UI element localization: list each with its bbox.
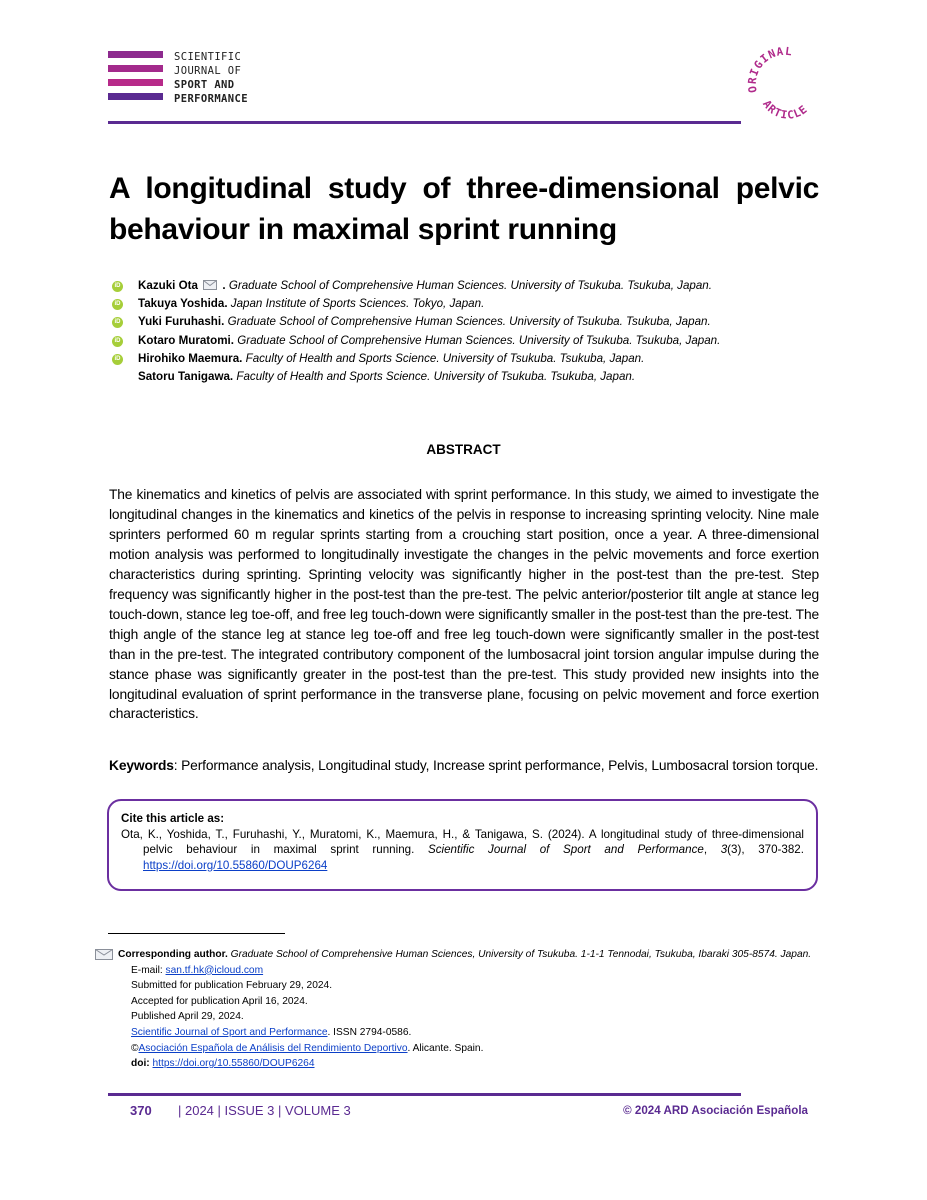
logo-line: SCIENTIFIC	[174, 51, 242, 63]
keywords-label: Keywords	[109, 758, 174, 773]
email-line	[93, 963, 821, 979]
citation-volume: 3	[720, 843, 728, 856]
logo-bar	[108, 79, 163, 86]
author-row	[112, 295, 812, 313]
envelope-icon[interactable]	[203, 280, 217, 290]
logo-bar	[108, 93, 163, 100]
copyright-symbol: ©	[131, 1042, 139, 1054]
author-row	[112, 350, 812, 368]
envelope-icon	[95, 949, 113, 960]
doi-line	[93, 1056, 821, 1072]
orcid-icon[interactable]: iD	[112, 354, 123, 365]
svg-text:ARTICLE	[760, 98, 810, 122]
cite-label: Cite this article as:	[121, 812, 225, 825]
accepted-date: Accepted for publication April 16, 2024.	[131, 995, 308, 1007]
author-name: Hirohiko Maemura.	[138, 351, 243, 365]
keywords	[109, 756, 819, 776]
svg-text:ORIGINAL	[746, 45, 794, 94]
footer-copyright: © 2024 ARD Asociación Española	[623, 1104, 808, 1117]
logo-text	[174, 50, 248, 106]
citation	[121, 827, 804, 874]
corresponding-label: Corresponding author.	[118, 949, 228, 960]
abstract-text: The kinematics and kinetics of pelvis are associated with sprint performance. In this study, we aimed to investigate the longitudinal changes in the kinematics and kinetics of the pelvis in response to increasing sprinting velocity. Nine male sprinters performed 60 m regular sprints starting from a crouching start position, once a year. A three-dimensional motion analysis was performed to longitudinally investigate the changes in the pelvic movements and force exertion characteristics during sprinting. Sprinting velocity was significantly higher in the post-test than the pre-test. Step frequency was significantly higher in the post-test than the pre-test. The pelvic anterior/posterior tilt angle at stance leg touch-down, stance leg toe-off, and free leg touch-down were significantly smaller in the post-test than the pre-test. The thigh angle of the stance leg at stance leg toe-off and free leg touch-down were significantly smaller in the post-test than in the pre-test. The integrated contributory component of the lumbosacral joint torsion angular impulse during the stance phase was significantly greater in the post-test than the pre-test. This study provided new insights into the longitudinal evaluation of sprint performance in the transverse plane, focusing on pelvic movement and force exertion characteristics.	[109, 487, 819, 722]
doi-label: doi:	[131, 1058, 150, 1070]
author-row	[112, 368, 812, 386]
logo-line: PERFORMANCE	[174, 93, 248, 105]
author-name: Kotaro Muratomi.	[138, 333, 234, 347]
citation-journal: Scientific Journal of Sport and Performance	[427, 843, 704, 856]
header-rule	[108, 121, 741, 124]
issn: . ISSN 2794-0586.	[327, 1026, 412, 1038]
logo-line: JOURNAL OF	[174, 65, 242, 77]
author-affiliation: Faculty of Health and Sports Science. University of Tsukuba. Tsukuba, Japan.	[245, 351, 645, 365]
orcid-icon[interactable]: iD	[112, 299, 123, 310]
issue-info: | 2024 | ISSUE 3 | VOLUME 3	[178, 1103, 351, 1118]
badge-top-text: ORIGINAL	[745, 44, 794, 94]
orcid-icon[interactable]: iD	[112, 317, 123, 328]
keywords-list: : Performance analysis, Longitudinal study, Increase sprint performance, Pelvis, Lumbosacral torsion torque.	[173, 758, 819, 773]
author-name: Kazuki Ota	[138, 279, 198, 292]
corresponding-author	[93, 947, 821, 963]
journal-link[interactable]: Scientific Journal of Sport and Performance	[131, 1026, 328, 1038]
author-affiliation: Faculty of Health and Sports Science. University of Tsukuba. Tsukuba, Japan.	[236, 369, 636, 383]
page-number: 370	[130, 1103, 152, 1118]
logo-bar	[108, 65, 163, 72]
author-name: Yuki Furuhashi.	[138, 315, 225, 329]
author-affiliation: Japan Institute of Sports Sciences. Tokyo, Japan.	[230, 297, 485, 311]
author-row	[112, 332, 812, 350]
author-name: Takuya Yoshida.	[138, 297, 228, 311]
submitted-date: Submitted for publication February 29, 2024.	[131, 980, 333, 992]
author-affiliation: Graduate School of Comprehensive Human Sciences. University of Tsukuba. Tsukuba, Japan.	[227, 315, 711, 329]
issn-line	[93, 1025, 821, 1041]
association-link[interactable]: Asociación Española de Análisis del Rendimiento Deportivo	[138, 1042, 408, 1054]
citation-doi-link[interactable]: https://doi.org/10.55860/DOUP6264	[143, 858, 328, 872]
author-row: iD Kazuki Ota . Graduate School of Comprehensive Human Sciences. University of Tsukuba. Tsukuba, Japan.	[112, 277, 812, 295]
page-footer	[108, 1103, 820, 1123]
email-link[interactable]: san.tf.hk@icloud.com	[165, 964, 264, 976]
author-row	[112, 313, 812, 331]
abstract-heading: ABSTRACT	[426, 442, 501, 457]
author-list	[112, 277, 812, 386]
citation-authors: Ota, K., Yoshida, T., Furuhashi, Y., Muratomi, K., Maemura, H., & Tanigawa, S. (2024). A longitudinal study of three-dimensional pelvic behaviour in maximal sprint running.	[121, 827, 804, 856]
author-affiliation: Graduate School of Comprehensive Human Sciences. University of Tsukuba. Tsukuba, Japan.	[228, 279, 712, 292]
corresponding-address: Graduate School of Comprehensive Human Sciences, University of Tsukuba. 1-1-1 Tennodai, Tsukuba, Ibaraki 305-8574. Japan.	[230, 949, 812, 960]
email-label: E-mail:	[131, 964, 166, 976]
logo-bar	[108, 51, 163, 58]
footer-rule	[108, 1093, 741, 1096]
orcid-icon[interactable]: iD	[112, 336, 123, 347]
association-place: . Alicante. Spain.	[407, 1042, 484, 1054]
published-date: Published April 29, 2024.	[131, 1011, 244, 1023]
citation-issue-pages: (3), 370-382.	[727, 843, 804, 856]
cite-box	[107, 799, 818, 891]
footnote-rule	[108, 933, 285, 934]
orcid-icon[interactable]: iD	[112, 281, 123, 292]
article-title: A longitudinal study of three-dimensional pelvic behaviour in maximal sprint running	[109, 172, 819, 246]
author-name: Satoru Tanigawa.	[138, 369, 234, 383]
logo-line: SPORT AND	[174, 79, 235, 91]
citation-sep: ,	[703, 843, 721, 856]
badge-bottom-text: ARTICLE	[760, 97, 811, 122]
author-affiliation: Graduate School of Comprehensive Human Sciences. University of Tsukuba. Tsukuba, Japan.	[237, 333, 721, 347]
footnote	[93, 947, 821, 1072]
original-article-badge	[740, 40, 830, 130]
association-line	[93, 1041, 821, 1057]
doi-link[interactable]: https://doi.org/10.55860/DOUP6264	[152, 1058, 315, 1070]
journal-logo	[108, 50, 308, 110]
